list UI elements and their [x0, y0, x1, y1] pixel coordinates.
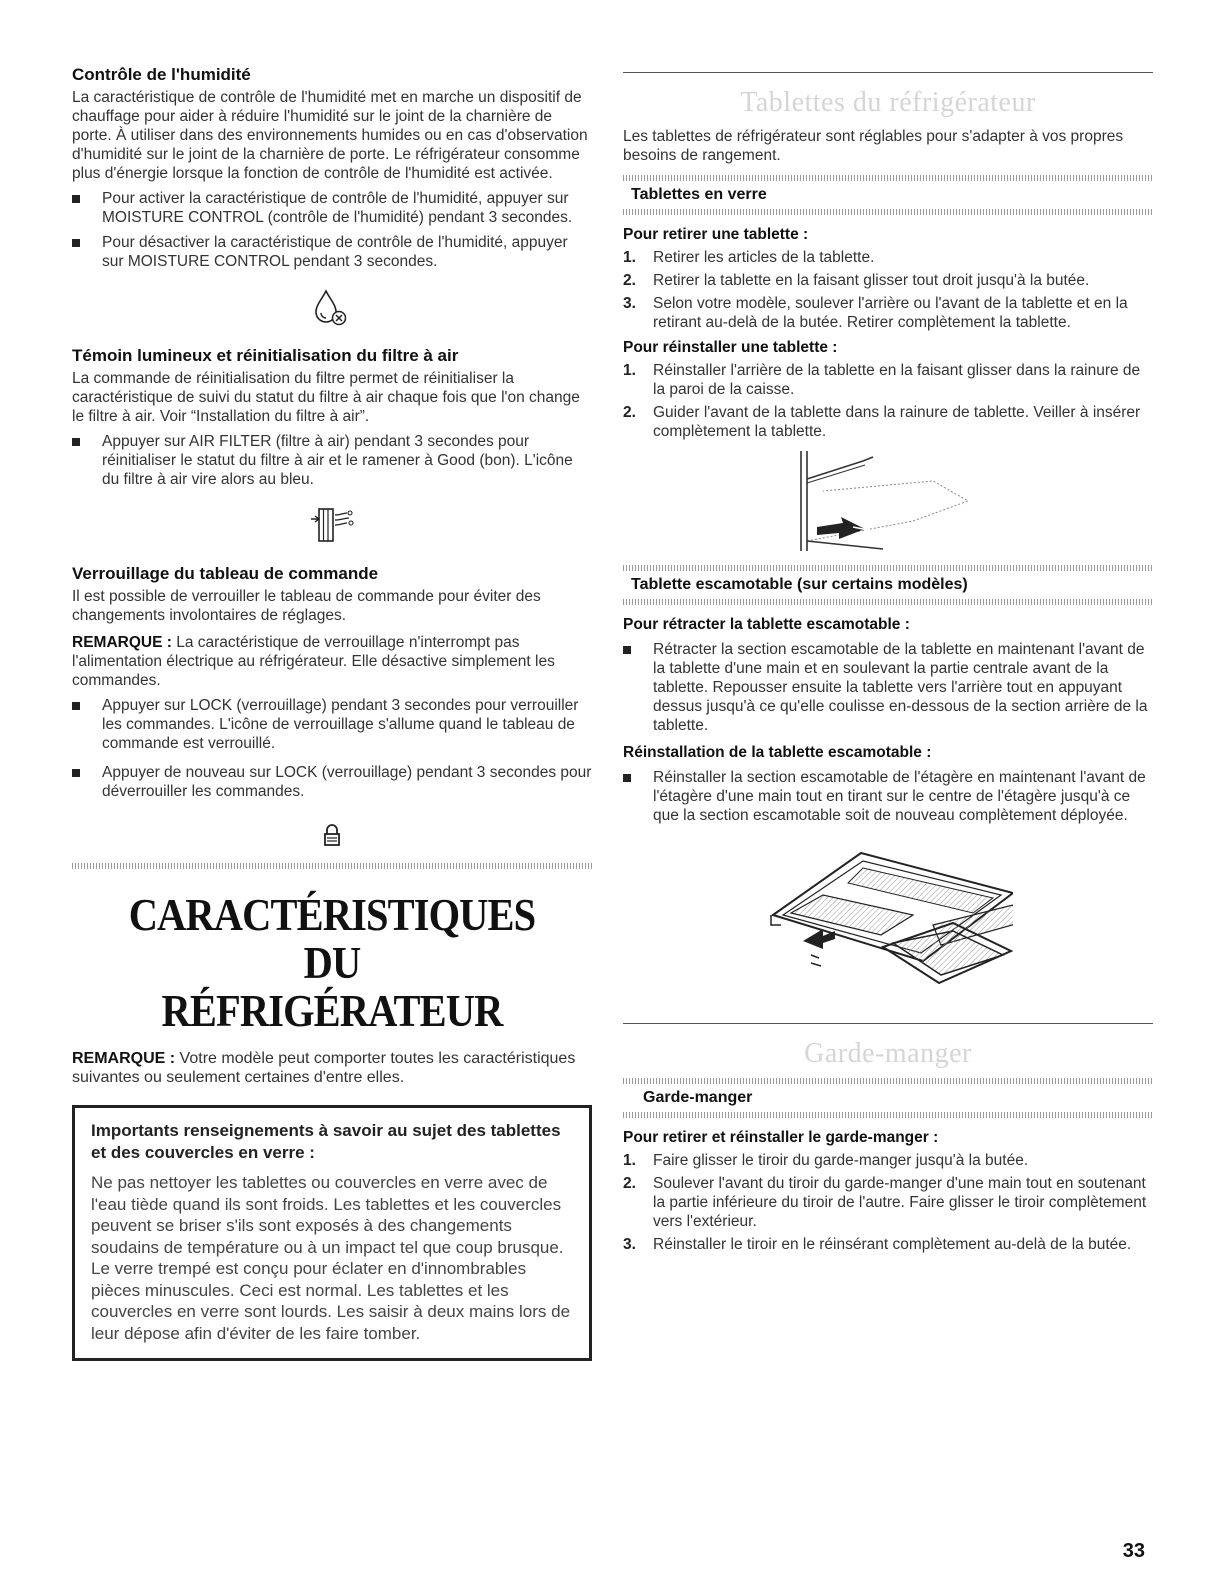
- step-text: Faire glisser le tiroir du garde-manger jusqu'à la butée.: [653, 1152, 1029, 1169]
- step-number: 3.: [623, 295, 636, 312]
- remove-step-2: [623, 271, 1153, 290]
- right-column: [623, 64, 1153, 1254]
- humidity-bullet-2: Pour désactiver la caractéristique de contrôle de l'humidité, appuyer sur MOISTURE CONTROL pendant 3 secondes.: [72, 233, 592, 271]
- lock-intro: Il est possible de verrouiller le tableau de commande pour éviter des changements involontaires de réglages.: [72, 588, 541, 624]
- features-title-line2: RÉFRIGÉRATEUR: [161, 985, 503, 1036]
- features-note-label: REMARQUE :: [72, 1050, 176, 1067]
- retract-head-bottom-rule: [623, 599, 1153, 605]
- features-title-line1: CARACTÉRISTIQUES DU: [128, 889, 536, 988]
- lock-icon: [323, 823, 341, 847]
- lock-bullet-1: Appuyer sur LOCK (verrouillage) pendant 3 secondes pour verrouiller les commandes. L'icône de verrouillage s'allume quand le tableau de commande est verrouillé.: [72, 696, 592, 753]
- pantry-section-title: Garde-manger: [804, 1038, 972, 1069]
- step-number: 1.: [623, 249, 636, 266]
- humidity-intro: La caractéristique de contrôle de l'humidité met en marche un dispositif de chauffage pour aider à réduire l'humidité sur le joint de la charnière de porte. À utiliser dans des environnements humides ou en cas d'observation d'humidité sur le joint de la charnière de porte. Le réfrigérateur consomme plus d'énergie lorsque la fonction de contrôle de l'humidité est activée.: [72, 89, 588, 182]
- retract-reinstall-bullet: Réinstaller la section escamotable de l'étagère en maintenant l'avant de l'étagère d'une main tout en tirant sur le centre de l'étagère jusqu'à ce que la section escamotable soit de nouveau complètement déployée.: [623, 768, 1153, 825]
- humidity-bullet-1: Pour activer la caractéristique de contrôle de l'humidité, appuyer sur MOISTURE CONTROL (contrôle de l'humidité) pendant 3 secondes.: [72, 189, 592, 227]
- glass-warning-box: [72, 1105, 592, 1361]
- remove-shelf-head: Pour retirer une tablette :: [623, 226, 809, 243]
- step-number: 2.: [623, 1175, 636, 1192]
- step-text: Selon votre modèle, soulever l'arrière ou l'avant de la tablette et en la retirant au-delà de la butée. Retirer complètement la tablette.: [653, 295, 1128, 331]
- step-text: Soulever l'avant du tiroir du garde-manger d'une main tout en soutenant la partie inférieure du tiroir de l'autre. Faire glisser le tiroir complètement vers l'extérieur.: [653, 1175, 1147, 1230]
- moisture-control-icon: [314, 287, 350, 327]
- filter-bullet-1: Appuyer sur AIR FILTER (filtre à air) pendant 3 secondes pour réinitialiser le statut du filtre à air et le ramener à Good (bon). L'icône du filtre à air vire alors au bleu.: [72, 432, 592, 489]
- lock-note: [72, 633, 592, 690]
- reinstall-step-2: [623, 403, 1153, 441]
- retract-reinstall-head: Réinstallation de la tablette escamotable :: [623, 744, 932, 761]
- step-number: 2.: [623, 272, 636, 289]
- retractable-shelf-illustration: [763, 843, 1013, 1003]
- step-number: 1.: [623, 1152, 636, 1169]
- lock-note-label: REMARQUE :: [72, 634, 172, 651]
- glass-head-bottom-rule: [623, 209, 1153, 215]
- remove-step-3: [623, 294, 1153, 332]
- shelves-intro: Les tablettes de réfrigérateur sont réglables pour s'adapter à vos propres besoins de rangement.: [623, 128, 1124, 164]
- lock-bullet-2: Appuyer de nouveau sur LOCK (verrouillage) pendant 3 secondes pour déverrouiller les commandes.: [72, 763, 592, 801]
- section-divider: [72, 863, 592, 869]
- lock-title: Verrouillage du tableau de commande: [72, 564, 379, 583]
- remove-step-1: [623, 248, 1153, 267]
- filter-title: Témoin lumineux et réinitialisation du filtre à air: [72, 346, 459, 365]
- reinstall-step-1: [623, 361, 1153, 399]
- step-text: Réinstaller le tiroir en le réinsérant complètement au-delà de la butée.: [653, 1236, 1132, 1253]
- glass-shelves-head: Tablettes en verre: [631, 186, 767, 203]
- step-number: 1.: [623, 362, 636, 379]
- left-column: [72, 64, 592, 1361]
- pantry-step-3: [623, 1235, 1153, 1254]
- step-text: Retirer les articles de la tablette.: [653, 249, 875, 266]
- step-text: Réinstaller l'arrière de la tablette en la faisant glisser dans la rainure de la paroi de la caisse.: [653, 362, 1141, 398]
- features-note: [72, 1049, 592, 1087]
- pantry-head: Garde-manger: [643, 1089, 753, 1106]
- filter-intro: La commande de réinitialisation du filtre permet de réinitialiser la caractéristique de suivi du statut du filtre à air chaque fois que l'on change le filtre à air. Voir “Installation du filtre à air”.: [72, 370, 580, 425]
- shelves-rule: [623, 72, 1153, 73]
- lock-note-text: La caractéristique de verrouillage n'interrompt pas l'alimentation électrique au réfrigérateur. Elle désactive simplement les commandes.: [72, 634, 555, 689]
- pantry-rule: [623, 1023, 1153, 1024]
- retractable-shelf-head: Tablette escamotable (sur certains modèles): [631, 576, 968, 593]
- retract-head: Pour rétracter la tablette escamotable :: [623, 616, 910, 633]
- shelves-section-title: Tablettes du réfrigérateur: [740, 87, 1036, 118]
- pantry-step-1: [623, 1151, 1153, 1170]
- step-text: Guider l'avant de la tablette dans la rainure de tablette. Veiller à insérer complètement la tablette.: [653, 404, 1141, 440]
- step-number: 3.: [623, 1236, 636, 1253]
- step-text: Retirer la tablette en la faisant glisser tout droit jusqu'à la butée.: [653, 272, 1090, 289]
- step-number: 2.: [623, 404, 636, 421]
- features-title: [103, 891, 561, 1035]
- reinstall-shelf-head: Pour réinstaller une tablette :: [623, 339, 838, 356]
- features-note-text: Votre modèle peut comporter toutes les caractéristiques suivantes ou seulement certaines d'entre elles.: [72, 1050, 576, 1086]
- humidity-title: Contrôle de l'humidité: [72, 65, 251, 84]
- glass-shelf-illustration: [793, 451, 983, 551]
- pantry-head-bottom-rule: [623, 1112, 1153, 1118]
- glass-warning-title: Importants renseignements à savoir au sujet des tablettes et des couvercles en verre :: [91, 1121, 561, 1162]
- air-filter-icon: [309, 507, 355, 543]
- pantry-sub-head: Pour retirer et réinstaller le garde-manger :: [623, 1129, 939, 1146]
- glass-warning-body: Ne pas nettoyer les tablettes ou couvercles en verre avec de l'eau tiède quand ils sont froids. Les tablettes et les couvercles peuvent se briser s'ils sont exposés à des changements soudains de température ou à un impact tel que coup brusque. Le verre trempé est conçu pour éclater en d'innombrables pièces minuscules. Ceci est normal. Les tablettes et les couvercles en verre sont lourds. Les saisir à deux mains lors de leur dépose afin d'éviter de les faire tomber.: [91, 1173, 571, 1343]
- pantry-step-2: [623, 1174, 1153, 1231]
- page-number: 33: [1122, 1540, 1145, 1562]
- retract-bullet: Rétracter la section escamotable de la tablette en maintenant l'avant de la tablette d'une main et en soulevant la partie centrale avant de la tablette. Repousser ensuite la tablette vers l'arrière tout en appuyant dessus jusqu'à ce qu'elle coulisse en-dessous de la section arrière de la tablette.: [623, 640, 1153, 735]
